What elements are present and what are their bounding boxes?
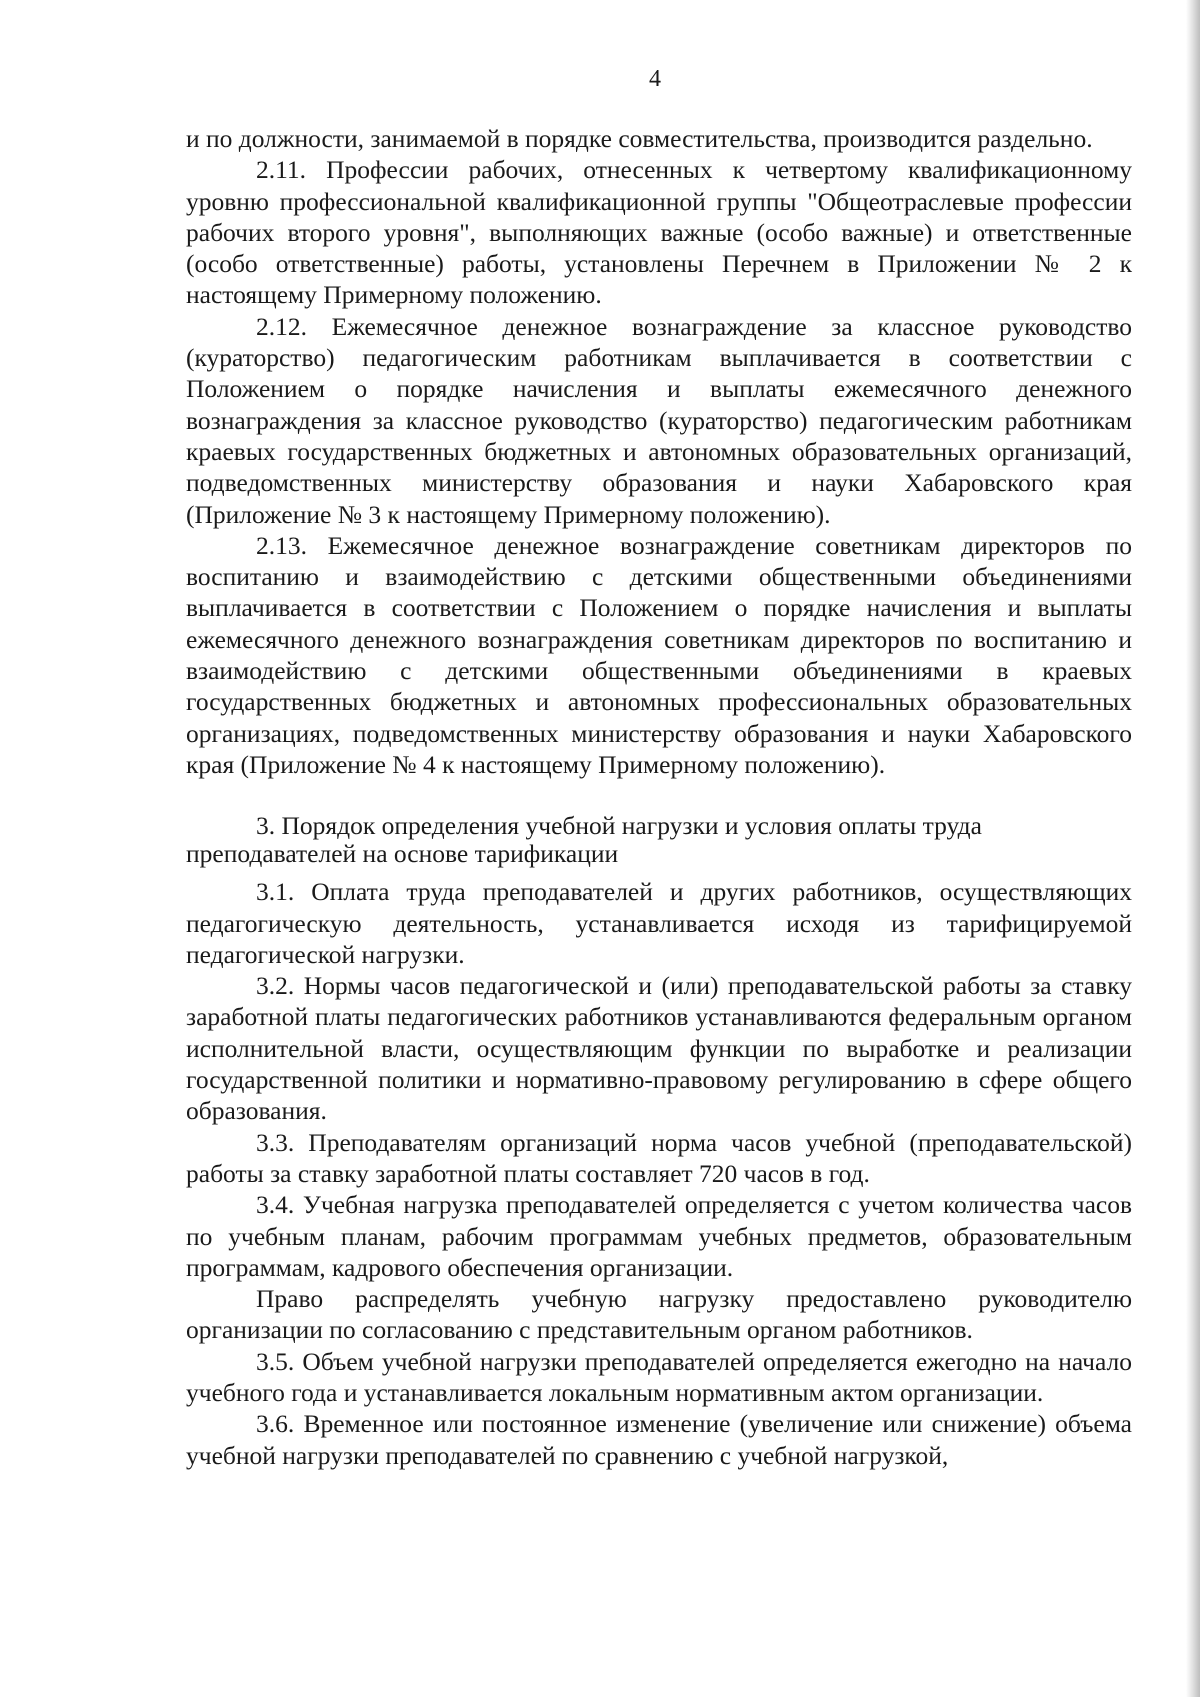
page-number: 4 bbox=[649, 66, 661, 92]
document-body bbox=[186, 123, 1132, 1471]
paragraph-3-4-distribution: Право распределять учебную нагрузку предоставлено руководителю организации по согласованию с представительным органом работников. bbox=[186, 1284, 1132, 1345]
page-edge-shadow bbox=[1186, 0, 1200, 1697]
paragraph-3-2: 3.2. Нормы часов педагогической и (или) преподавательской работы за ставку заработной платы педагогических работников устанавливаются федеральным органом исполнительной власти, осуществляющим функции по выработке и реализации государственной политики и нормативно-правовому регулированию в сфере общего образования. bbox=[186, 971, 1132, 1126]
paragraph-3-3: 3.3. Преподавателям организаций норма часов учебной (преподавательской) работы за ставку заработной платы составляет 720 часов в год. bbox=[186, 1127, 1132, 1188]
paragraph-continuation: и по должности, занимаемой в порядке совместительства, производится раздельно. bbox=[186, 124, 1093, 153]
paragraph-2-12: 2.12. Ежемесячное денежное вознаграждение за классное руководство (кураторство) педагогическим работникам выплачивается в соответствии с Положением о порядке начисления и выплаты ежемесячного денежного вознаграждения за классное руководство (кураторство) педагогическим работникам краевых государственных бюджетных и автономных образовательных организаций, подведомственных министерству образования и науки Хабаровского края (Приложение № 3 к настоящему Примерному положению). bbox=[186, 311, 1132, 529]
paragraph-3-5: 3.5. Объем учебной нагрузки преподавателей определяется ежегодно на начало учебного года и устанавливается локальным нормативным актом организации. bbox=[186, 1346, 1132, 1407]
paragraph-2-11: 2.11. Профессии рабочих, отнесенных к четвертому квалификационному уровню профессиональной квалификационной группы "Общеотраслевые профессии рабочих второго уровня", выполняющих важные (особо важные) и ответственные (особо ответственные) работы, установлены Перечнем в Приложении № 2 к настоящему Примерному положению. bbox=[186, 155, 1132, 310]
paragraph-2-13: 2.13. Ежемесячное денежное вознаграждение советникам директоров по воспитанию и взаимодействию с детскими общественными объединениями выплачивается в соответствии с Положением о порядке начисления и выплаты ежемесячного денежного вознаграждения советникам директоров по воспитанию и взаимодействию с детскими общественными объединениями в краевых государственных бюджетных и автономных профессиональных образовательных организациях, подведомственных министерству образования и науки Хабаровского края (Приложение № 4 к настоящему Примерному положению). bbox=[186, 530, 1132, 779]
paragraph-3-1: 3.1. Оплата труда преподавателей и других работников, осуществляющих педагогическую деятельность, устанавливается исходя из тарифицируемой педагогической нагрузки. bbox=[186, 877, 1132, 969]
paragraph-3-6: 3.6. Временное или постоянное изменение (увеличение или снижение) объема учебной нагрузки преподавателей по сравнению с учебной нагрузкой, bbox=[186, 1409, 1132, 1470]
section-3-heading: 3. Порядок определения учебной нагрузки и условия оплаты труда преподавателей на основе тарификации bbox=[186, 811, 982, 869]
paragraph-3-4: 3.4. Учебная нагрузка преподавателей определяется с учетом количества часов по учебным планам, рабочим программам учебных предметов, образовательным программам, кадрового обеспечения организации. bbox=[186, 1190, 1132, 1282]
